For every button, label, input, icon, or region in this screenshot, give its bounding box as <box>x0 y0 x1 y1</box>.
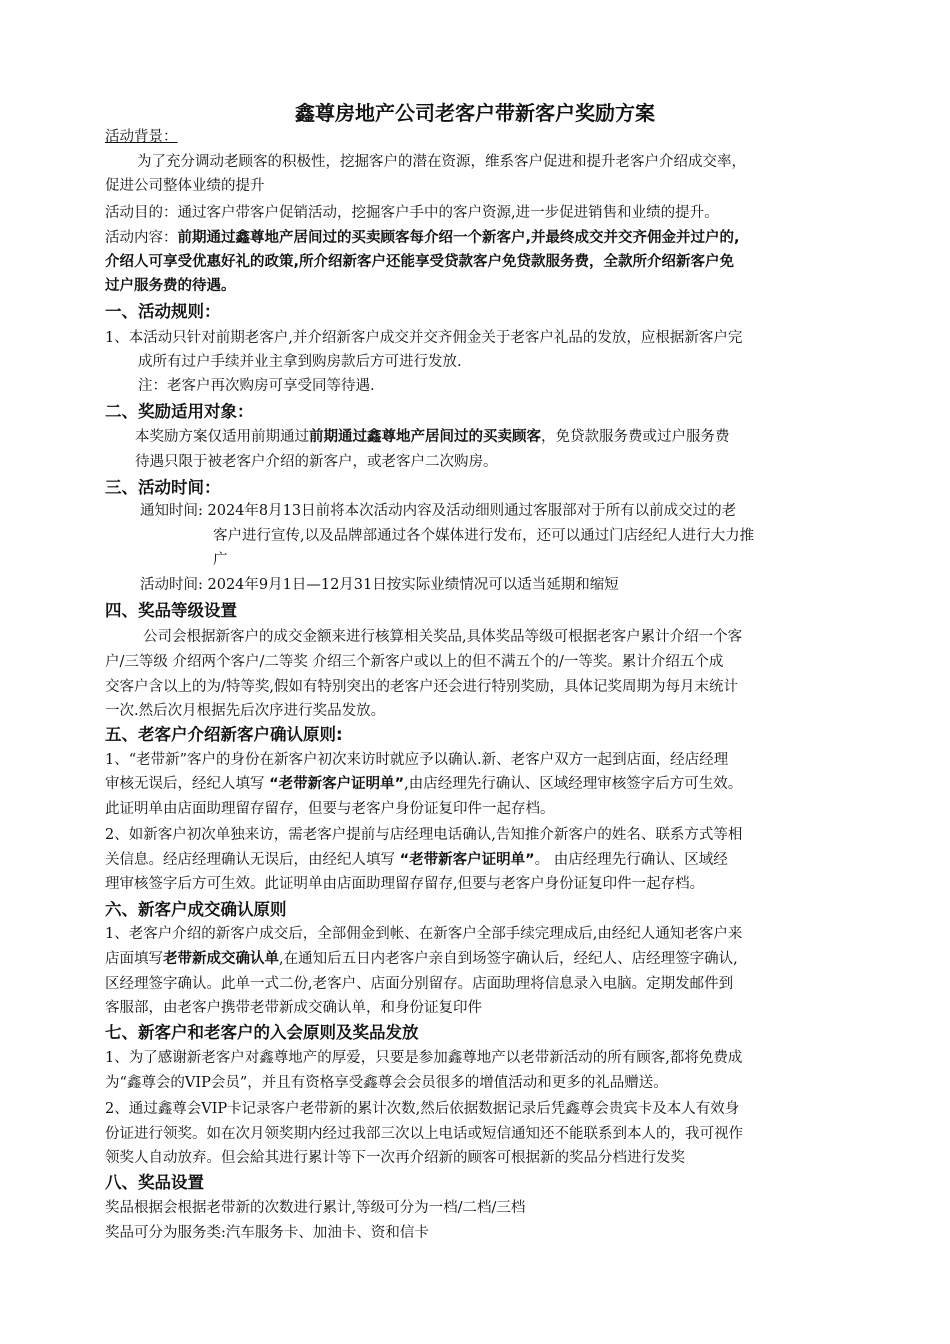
section-5-text-a: 审核无误后，经纪人填写 <box>105 776 270 792</box>
section-6-line-4: 客服部，由老客户携带老带新成交确认单，和身份证复印件 <box>105 1000 482 1016</box>
section-4-line-2: 户/三等级 介绍两个客户/二等奖 介绍三个新客户或以上的但不满五个的/一等奖。累计介绍五个成 <box>105 654 724 670</box>
section-5-line-3: 此证明单由店面助理留存留存，但要与老客户身份证复印件一起存档。 <box>105 801 555 817</box>
section-5-form-name-2: “老带新客户证明单” <box>399 852 535 868</box>
document-title: 鑫尊房地产公司老客户带新客户奖励方案 <box>295 101 655 125</box>
section-2-line-1 <box>135 425 730 449</box>
section-5-text-e: 。 由店经理先行确认、区域经 <box>534 852 728 868</box>
content-bold-3: 过户服务费的待遇。 <box>105 278 236 294</box>
notice-time-line-3: 广 <box>213 552 228 568</box>
notice-time-line-2: 客户进行宣传,以及品牌部通过各个媒体进行发布，还可以通过门店经纪人进行大力推 <box>213 528 755 544</box>
section-7-heading: 七、新客户和老客户的入会原则及奖品发放 <box>105 1023 419 1042</box>
section-7-line-4: 份证进行领奖。如在次月领奖期内经过我部三次以上电话或短信通知还不能联系到本人的，我可视作 <box>105 1126 743 1142</box>
section-5-line-1: 1、“老带新”客户的身份在新客户初次来访时就应予以确认.新、老客户双方一起到店面，经店经理 <box>105 752 729 768</box>
background-line-1: 为了充分调动老顾客的积极性，挖掘客户的潜在资源，维系客户促进和提升老客户介绍成交率， <box>137 154 746 170</box>
section-8-line-1: 奖品根据会根据老带新的次数进行累计,等级可分为一档/二档/三档 <box>105 1200 526 1216</box>
section-5-line-2 <box>105 772 742 796</box>
content-line-3 <box>105 274 236 298</box>
section-4-line-1: 公司会根据新客户的成交金额来进行核算相关奖品,具体奖品等级可根据老客户累计介绍一个客 <box>143 629 743 645</box>
section-6-line-1: 1、老客户介绍的新客户成交后，全部佣金到帐、在新客户全部手续完理成后,由经纪人通知老客户来 <box>105 926 743 942</box>
section-3-heading: 三、活动时间： <box>105 478 221 497</box>
section-5-text-d: 关信息。经店经理确认无误后，由经纪人填写 <box>105 852 400 868</box>
section-8-heading: 八、奖品设置 <box>105 1173 204 1192</box>
content-line-1 <box>105 226 740 250</box>
section-7-line-1: 1、为了感谢新老客户对鑫尊地产的厚爱，只要是参加鑫尊地产以老带新活动的所有顾客,都将免费成 <box>105 1050 743 1066</box>
section-6-text-a: 店面填写 <box>105 951 163 967</box>
section-1-line-1: 1、本活动只针对前期老客户,并介绍新客户成交并交齐佣金关于老客户礼品的发放，应根据新客户完 <box>105 330 743 346</box>
section-4-line-3: 交客户含以上的为/特等奖,假如有特别突出的老客户还会进行特别奖励，具体记奖周期为每月末统计 <box>105 679 738 695</box>
section-5-line-6: 理审核签字后方可生效。此证明单由店面助理留存留存,但要与老客户身份证复印件一起存档。 <box>105 876 705 892</box>
content-bold-2: 介绍人可享受优惠好礼的政策,所介绍新客户还能享受贷款客户免贷款服务费，全款所介绍新客户免 <box>105 254 735 270</box>
section-2-bold: 前期通过鑫尊地产居间过的买卖顾客 <box>309 429 541 445</box>
section-6-line-2 <box>105 947 738 971</box>
background-label: 活动背景： <box>105 129 178 145</box>
background-line-2: 促进公司整体业绩的提升 <box>105 178 265 194</box>
section-5-line-4: 2、如新客户初次单独来访，需老客户提前与店经理电话确认,告知推介新客户的姓名、联系方式等相 <box>105 827 743 843</box>
section-7-line-3: 2、通过鑫尊会VIP卡记录客户老带新的累计次数,然后依据数据记录后凭鑫尊会贵宾卡及本人有效身 <box>105 1101 740 1117</box>
section-2-line-2: 待遇只限于被老客户介绍的新客户，或老客户二次购房。 <box>135 454 498 470</box>
content-line-2 <box>105 250 734 274</box>
section-6-text-c: ,在通知后五日内老客户亲自到场签字确认后，经纪人、店经理签字确认, <box>279 951 738 967</box>
section-5-line-5 <box>105 848 728 872</box>
section-6-form-name: 老带新成交确认单 <box>163 951 279 967</box>
notice-time-line-1: 通知时间: 2024年8月13日前将本次活动内容及活动细则通过客服部对于所有以前成交过的老 <box>140 503 737 519</box>
section-4-heading: 四、奖品等级设置 <box>105 601 237 620</box>
section-6-heading: 六、新客户成交确认原则 <box>105 900 287 919</box>
section-7-line-5: 领奖人自动放弃。但会給其进行累计等下一次再介绍新的顾客可根据新的奖品分档进行发奖 <box>105 1150 685 1166</box>
section-5-form-name-1: “老带新客户证明单” <box>269 776 405 792</box>
content-label: 活动内容： <box>105 230 178 246</box>
section-1-heading: 一、活动规则： <box>105 302 221 321</box>
section-2-text-c: ，免贷款服务费或过户服务费 <box>541 429 730 445</box>
section-2-heading: 二、奖励适用对象： <box>105 402 254 421</box>
section-7-line-2: 为“鑫尊会的VIP会员”，并且有资格享受鑫尊会会员很多的增值活动和更多的礼品赠送。 <box>105 1075 668 1091</box>
section-8-line-2: 奖品可分为服务类:汽车服务卡、加油卡、资和信卡 <box>105 1225 429 1241</box>
activity-time-line: 活动时间: 2024年9月1日—12月31日按实际业绩情况可以适当延期和缩短 <box>140 577 619 593</box>
section-1-note: 注：老客户再次购房可享受同等待遇. <box>138 378 375 394</box>
section-2-text-a: 本奖励方案仅适用前期通过 <box>135 429 309 445</box>
section-5-heading: 五、老客户介绍新客户确认原则: <box>105 725 343 744</box>
purpose-line: 活动目的：通过客户带客户促销活动，挖掘客户手中的客户资源,进一步促进销售和业绩的提升。 <box>105 205 719 221</box>
section-1-line-2: 成所有过户手续并业主拿到购房款后方可进行发放. <box>138 354 462 370</box>
section-6-line-3: 区经理签字确认。此单一式二份,老客户、店面分别留存。店面助理将信息录入电脑。定期发邮件到 <box>105 976 734 992</box>
section-4-line-4: 一次.然后次月根据先后次序进行奖品发放。 <box>105 703 386 719</box>
content-bold-1: 前期通过鑫尊地产居间过的买卖顾客每介绍一个新客户,并最终成交并交齐佣金并过户的, <box>177 230 740 246</box>
section-5-text-c: ,由店经理先行确认、区域经理审核签字后方可生效。 <box>404 776 743 792</box>
